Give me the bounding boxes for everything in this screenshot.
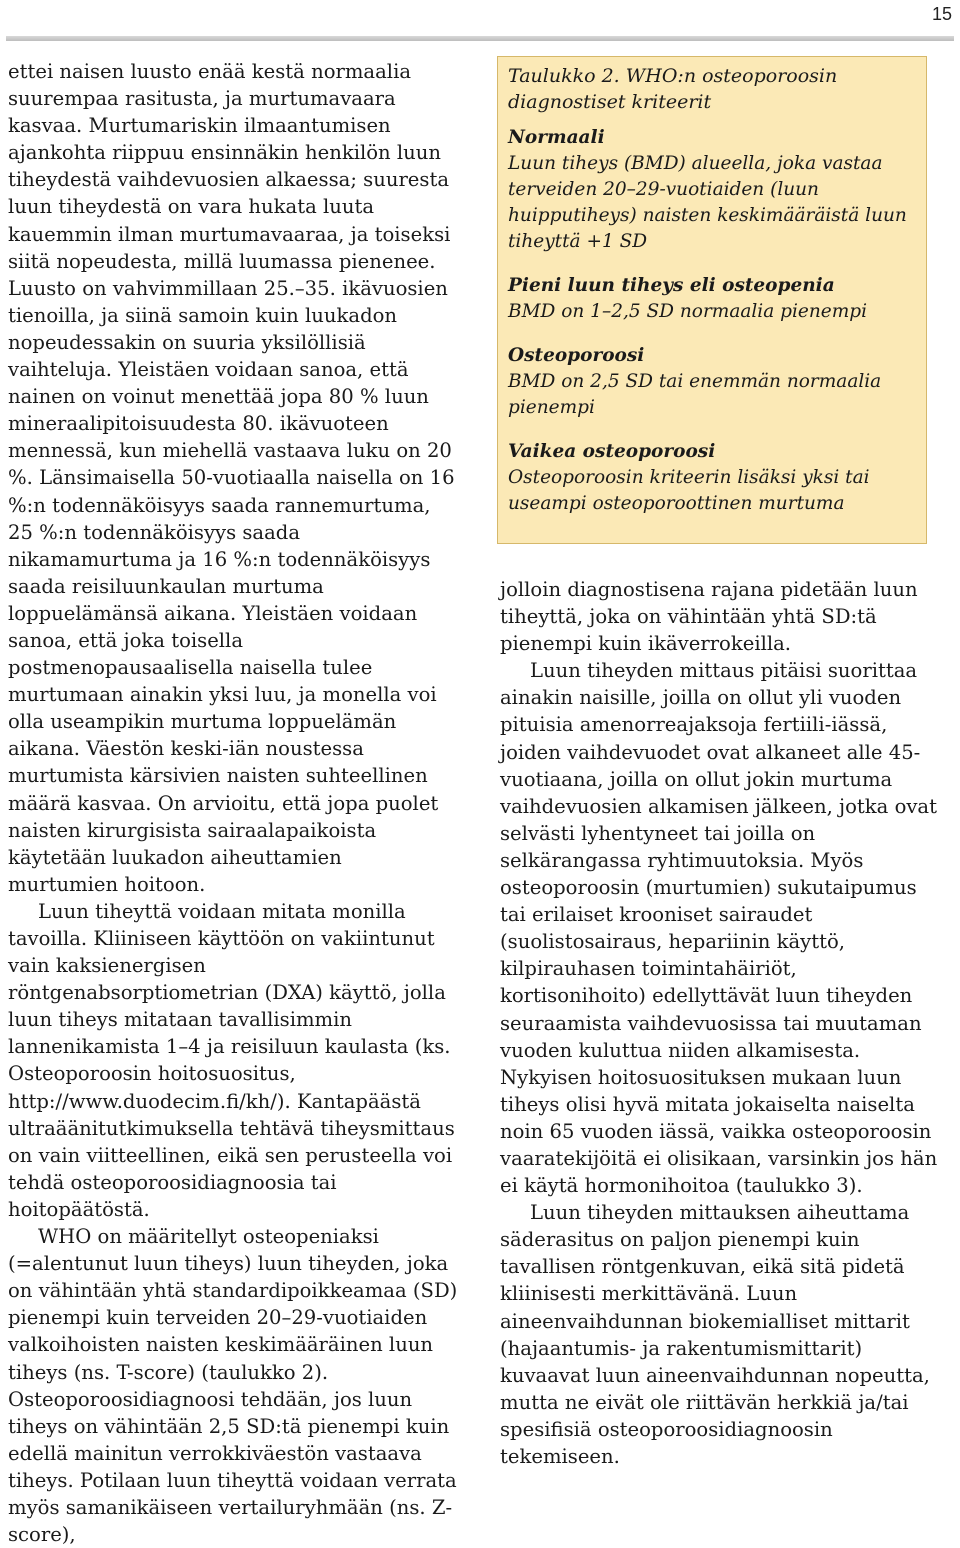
left-column — [8, 58, 458, 1548]
criteria-text: BMD on 1–2,5 SD normaalia pienempi — [508, 301, 868, 322]
criteria-heading: Pieni luun tiheys eli osteopenia — [508, 275, 835, 296]
table-title-line: diagnostiset kriteerit — [508, 91, 712, 113]
criteria-osteopenia — [508, 273, 916, 325]
table-2-box — [497, 56, 927, 544]
criteria-osteoporosis — [508, 343, 916, 421]
criteria-severe-osteoporosis — [508, 439, 916, 517]
body-paragraph: Luun tiheyden mittauksen aiheuttama säderasitus on paljon pienempi kuin tavallisen röntgenkuvan, eikä sitä pidetä kliinisesti merkittävänä. Luun aineenvaihdunnan biokemialliset mittarit (hajaantumis- ja rakentumismittarit) kuvaavat luun aineenvaihdunnan nopeutta, mutta ne eivät ole riittävän herkkiä ja/tai spesifisiä osteoporoosidiagnoosin tekemiseen. — [500, 1201, 930, 1468]
criteria-heading: Vaikea osteoporoosi — [508, 441, 716, 462]
table-title — [508, 63, 916, 115]
criteria-heading: Osteoporoosi — [508, 345, 645, 366]
header-rule — [6, 36, 954, 41]
body-paragraph: ettei naisen luusto enää kestä normaalia suurempaa rasitusta, ja murtumavaara kasvaa. Murtumariskin ilmaantumisen ajankohta riippuu ensinnäkin henkilön luun tiheydestä vaihdevuosien alkaessa; suuresta luun tiheydestä on vara hukata luuta kauemmin ilman murtumavaaraa, ja toiseksi siitä nopeudesta, millä luumassa pienenee. Luusto on vahvimmillaan 25.–35. ikävuosien tienoilla, ja siinä samoin kuin luukadon nopeudessakin on suuria yksilöllisiä vaihteluja. Yleistäen voidaan sanoa, että nainen on voinut menettää jopa 80 % luun mineraalipitoisuudesta 80. ikävuoteen mennessä, kun miehellä vastaava luku on 20 %. Länsimaisella 50-vuotiaalla naisella on 16 %:n todennäköisyys saada rannemurtuma, 25 %:n todennäköisyys saada nikamamurtuma ja 16 %:n todennäköisyys saada reisiluunkaulan murtuma loppuelämänsä aikana. Yleistäen voidaan sanoa, että joka toisella postmenopausaalisella naisella tulee murtumaan ainakin yksi luu, ja monella voi olla useampikin murtuma loppuelämän aikana. Väestön keski-iän noustessa murtumista kärsivien naisten suhteellinen määrä kasvaa. On arvioitu, että jopa puolet naisten kirurgisista sairaalapaikoista käytetään luukadon aiheuttamien murtumien hoitoon. — [8, 60, 455, 896]
criteria-text: BMD on 2,5 SD tai enemmän normaalia pienempi — [508, 371, 882, 418]
right-column — [500, 576, 948, 1470]
body-paragraph: Luun tiheyden mittaus pitäisi suorittaa ainakin naisille, joilla on ollut yli vuoden pituisia amenorreajaksoja fertiili-iässä, joiden vaihdevuodet ovat alkaneet alle 45-vuotiaana, joilla on ollut jokin murtuma vaihdevuosien alkamisen jälkeen, jotka ovat selvästi lyhentyneet tai joilla on selkärangassa ryhtimuutoksia. Myös osteoporoosin (murtumien) sukutaipumus tai erilaiset krooniset sairaudet (suolistosairaus, hepariinin käyttö, kilpirauhasen toimintahäiriöt, kortisonihoito) edellyttävät luun tiheyden seuraamista vaihdevuosissa tai muutaman vuoden kuluttua niiden alkamisesta. Nykyisen hoitosuosituksen mukaan luun tiheys olisi hyvä mitata jokaiselta naiselta noin 65 vuoden iässä, vaikka osteoporoosin vaaratekijöitä ei olisikaan, varsinkin jos hän ei käytä hormonihoitoa (taulukko 3). — [500, 659, 938, 1198]
body-paragraph: WHO on määritellyt osteopeniaksi (=alentunut luun tiheys) luun tiheyden, joka on vähintään yhtä standardipoikkeamaa (SD) pienempi kuin terveiden 20–29-vuotiaiden valkoihoisten naisten keskimääräinen luun tiheys (ns. T-score) (taulukko 2). Osteoporoosidiagnoosi tehdään, jos luun tiheys on vähintään 2,5 SD:tä pienempi kuin edellä mainitun verrokkiväestön vastaava tiheys. Potilaan luun tiheyttä voidaan verrata myös samanikäiseen vertailuryhmään (ns. Z-score), — [8, 1225, 458, 1547]
criteria-heading: Normaali — [508, 127, 605, 148]
criteria-normal — [508, 125, 916, 255]
body-paragraph: Luun tiheyttä voidaan mitata monilla tavoilla. Kliiniseen käyttöön on vakiintunut vain kaksienergisen röntgenabsorptiometrian (DXA) käyttö, jolla luun tiheys mitataan tavallisimmin lannenikamista 1–4 ja reisiluun kaulasta (ks. Osteoporoosin hoitosuositus, http://www.duodecim.fi/kh/). Kantapäästä ultraäänitutkimuksella tehtävä tiheysmittaus on vain viitteellinen, eikä sen perusteella voi tehdä osteoporoosidiagnoosia tai hoitopäätöstä. — [8, 899, 455, 1221]
page-number: 15 — [931, 4, 952, 24]
criteria-text: Osteoporoosin kriteerin lisäksi yksi tai useampi osteoporoottinen murtuma — [508, 467, 870, 514]
body-paragraph: jolloin diagnostisena rajana pidetään luun tiheyttä, joka on vähintään yhtä SD:tä pienempi kuin ikäverrokeilla. — [500, 578, 918, 656]
criteria-text: Luun tiheys (BMD) alueella, joka vastaa terveiden 20–29-vuotiaiden (luun huipputiheys) naisten keskimääräistä luun tiheyttä +1 SD — [508, 153, 907, 252]
table-title-line: Taulukko 2. WHO:n osteoporoosin — [508, 65, 838, 87]
